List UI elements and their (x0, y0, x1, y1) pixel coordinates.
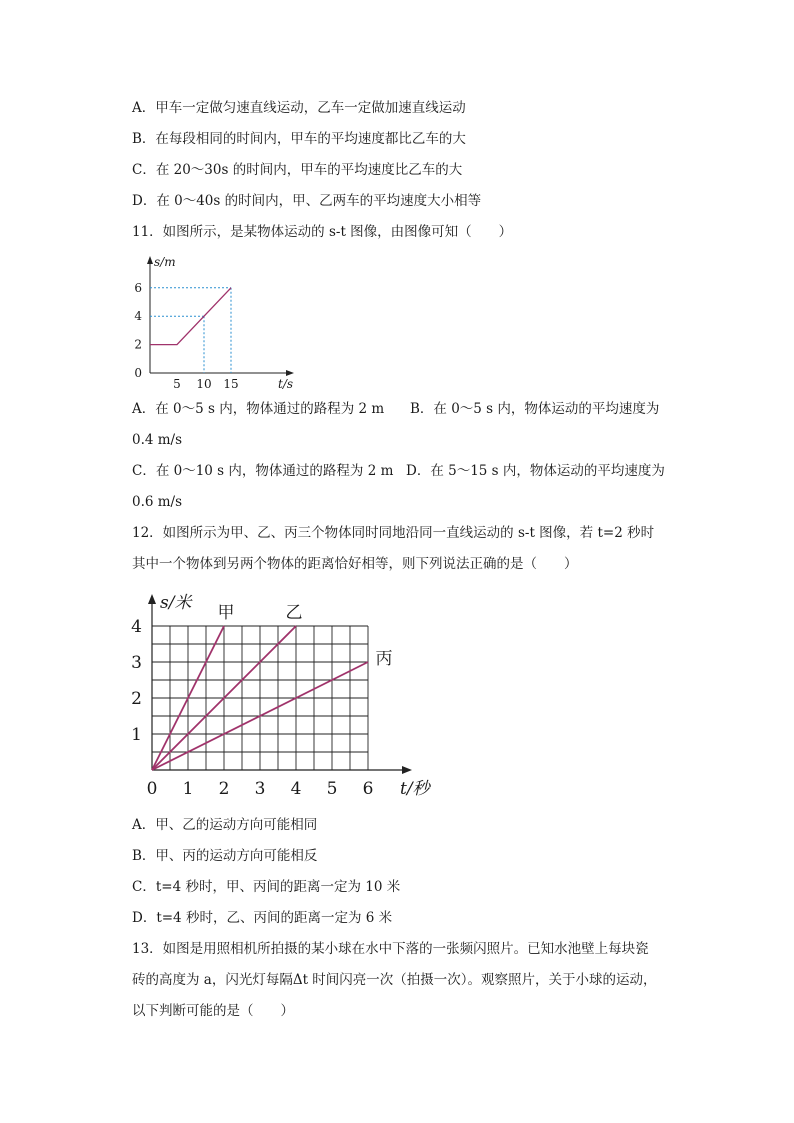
y-tick-label: 4 (131, 617, 142, 637)
x-tick-label: 1 (182, 779, 194, 799)
y-tick-label: 2 (134, 337, 142, 352)
y-tick-label: 3 (131, 653, 142, 673)
y-axis-label: s/米 (160, 593, 192, 613)
x-axis-label: t/秒 (400, 779, 430, 799)
y-tick-label: 2 (131, 689, 142, 709)
y-tick-label: 1 (131, 725, 142, 745)
q11-option-d: D．在 5～15 s 内，物体运动的平均速度为 (406, 463, 665, 479)
x-tick-label: 2 (218, 779, 230, 799)
y-tick-label: 4 (134, 309, 142, 324)
q13-line3: 以下判断可能的是（ ） (132, 1003, 294, 1019)
q11-option-a: A．在 0～5 s 内，物体通过的路程为 2 m (132, 401, 385, 417)
x-axis-arrow (286, 370, 294, 376)
q12-chart (128, 590, 448, 805)
q12-stem-line1: 12．如图所示为甲、乙、丙三个物体同时同地沿同一直线运动的 s-t 图像，若 t=2 秒时 (132, 525, 655, 541)
x-tick-label: 5 (173, 377, 181, 390)
series-label-2: 丙 (375, 649, 393, 669)
q11-option-c: C．在 0～10 s 内，物体通过的路程为 2 m (132, 463, 394, 479)
q12-option-b: B．甲、丙的运动方向可能相反 (132, 848, 318, 864)
origin-label: 0 (146, 779, 158, 799)
q11-option-d-cont: 0.6 m/s (132, 494, 183, 510)
q13-line2: 砖的高度为 a，闪光灯每隔Δt 时间闪亮一次（拍摄一次）。观察照片，关于小球的运动， (132, 972, 657, 988)
origin-label: 0 (134, 366, 142, 380)
x-tick-label: 15 (223, 377, 239, 390)
x-axis-label: t/s (278, 377, 294, 390)
x-tick-label: 3 (254, 779, 266, 799)
q12-option-a: A．甲、乙的运动方向可能相同 (132, 817, 318, 833)
series-label-1: 乙 (285, 603, 303, 623)
q12-chart-plot (131, 593, 432, 799)
series-label-0: 甲 (217, 603, 235, 623)
q12-option-d: D．t=4 秒时，乙、丙间的距离一定为 6 米 (132, 910, 393, 926)
x-tick-label: 5 (326, 779, 338, 799)
q10-option-b: B．在每段相同的时间内，甲车的平均速度都比乙车的大 (132, 131, 466, 147)
q10-option-a: A．甲车一定做匀速直线运动，乙车一定做加速直线运动 (132, 100, 466, 116)
q11-chart-plot (134, 255, 294, 390)
y-axis-arrow (147, 256, 153, 264)
q12-stem-line2: 其中一个物体到另两个物体的距离恰好相等，则下列说法正确的是（ ） (132, 556, 578, 572)
q11-option-b: B．在 0～5 s 内，物体运动的平均速度为 (410, 401, 660, 417)
y-axis-label: s/m (154, 255, 176, 269)
y-tick-label: 6 (134, 280, 142, 295)
q11-stem: 11．如图所示，是某物体运动的 s-t 图像，由图像可知（ ） (132, 224, 513, 240)
y-axis-arrow (148, 594, 156, 604)
x-tick-label: 4 (290, 779, 302, 799)
q10-option-c: C．在 20～30s 的时间内，甲车的平均速度比乙车的大 (132, 162, 463, 178)
x-axis-arrow (402, 766, 412, 774)
q11-option-b-cont: 0.4 m/s (132, 432, 183, 448)
q13-line1: 13．如图是用照相机所拍摄的某小球在水中下落的一张频闪照片。已知水池壁上每块瓷 (132, 941, 649, 957)
x-tick-label: 6 (362, 779, 374, 799)
x-tick-label: 10 (196, 377, 212, 390)
q11-chart (128, 250, 308, 390)
q12-option-c: C．t=4 秒时，甲、丙间的距离一定为 10 米 (132, 879, 401, 895)
q10-option-d: D．在 0～40s 的时间内，甲、乙两车的平均速度大小相等 (132, 193, 482, 209)
